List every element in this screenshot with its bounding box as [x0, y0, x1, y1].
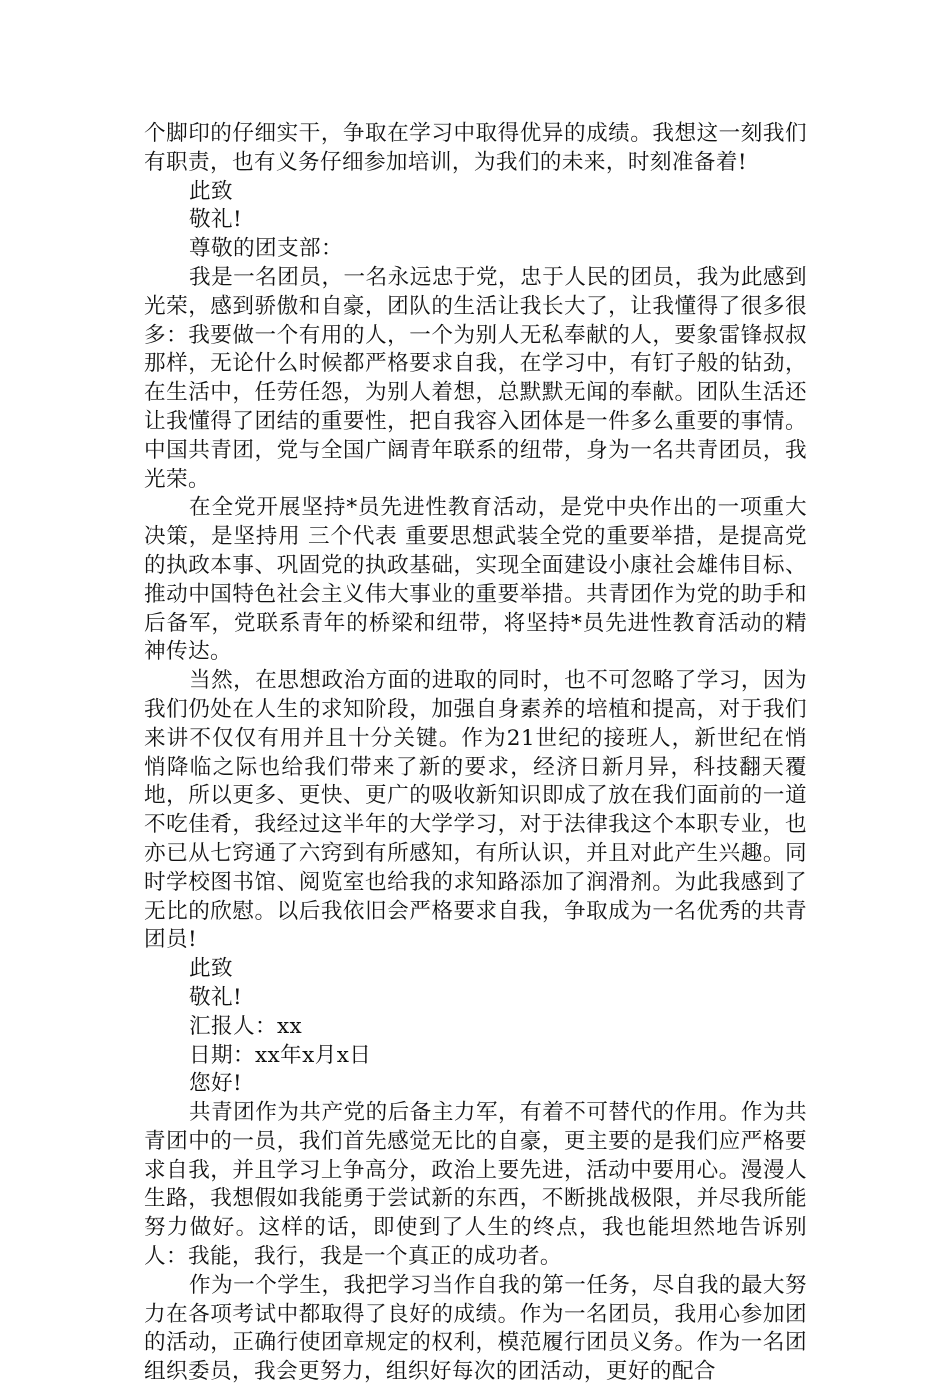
- paragraph-greeting: 您好!: [189, 1071, 243, 1097]
- paragraph-5: 在全党开展坚持*员先进性教育活动，是党中央作出的一项重大决策，是坚持用 三个代表 重要思想武装全党的重要举措，是提高党的执政本事、巩固党的执政基础，实现全面建设小康社会雄伟目标、推动中国特色社会主义伟大事业的重要举措。共青团作为党的助手和后备军，党联系青年的桥梁和纽带，将坚持*员先进性教育活动的精神传达。: [144, 495, 807, 665]
- paragraph-12: 共青团作为共产党的后备主力军，有着不可替代的作用。作为共青团中的一员，我们首先感觉无比的自豪，更主要的是我们应严格要求自我，并且学习上争高分，政治上要先进，活动中要用心。漫漫人生路，我想假如我能勇于尝试新的东西，不断挑战极限，并尽我所能努力做好。这样的话，即使到了人生的终点，我也能坦然地告诉别人：我能，我行，我是一个真正的成功者。: [144, 1100, 807, 1270]
- paragraph-closing-1: 此致: [189, 178, 233, 204]
- paragraph-13: 作为一个学生，我把学习当作自我的第一任务，尽自我的最大努力在各项考试中都取得了良好的成绩。作为一名团员，我用心参加团的活动，正确行使团章规定的权利，模范履行团员义务。作为一名团组织委员，我会更努力，组织好每次的团活动，更好的配合: [144, 1272, 807, 1385]
- paragraph-salute-2: 敬礼!: [189, 984, 243, 1010]
- paragraph-closing-2: 此致: [189, 956, 233, 982]
- paragraph-date: 日期：xx年x月x日: [189, 1042, 372, 1068]
- paragraph-salutation: 尊敬的团支部：: [189, 236, 343, 262]
- document-page: [144, 120, 807, 1387]
- paragraph-4: 我是一名团员，一名永远忠于党，忠于人民的团员，我为此感到光荣，感到骄傲和自豪，团队的生活让我长大了，让我懂得了很多很多：我要做一个有用的人，一个为别人无私奉献的人，要象雷锋叔叔那样，无论什么时候都严格要求自我，在学习中，有钉子般的钻劲，在生活中，任劳任怨，为别人着想，总默默无闻的奉献。团队生活还让我懂得了团结的重要性，把自我容入团体是一件多么重要的事情。中国共青团，党与全国广阔青年联系的纽带，身为一名共青团员，我光荣。: [144, 264, 807, 492]
- paragraph-salute-1: 敬礼!: [189, 207, 243, 233]
- paragraph-reporter: 汇报人：xx: [189, 1013, 303, 1039]
- paragraph-6: 当然，在思想政治方面的进取的同时，也不可忽略了学习，因为我们仍处在人生的求知阶段，加强自身素养的培植和提高，对于我们来讲不仅仅有用并且十分关键。作为21世纪的接班人，新世纪在悄悄降临之际也给我们带来了新的要求，经济日新月异，科技翻天覆地，所以更多、更快、更广的吸收新知识即成了放在我们面前的一道不吃佳肴，我经过这半年的大学学习，对于法律我这个本职专业，也亦已从七窍通了六窍到有所感知，有所认识，并且对此产生兴趣。同时学校图书馆、阅览室也给我的求知路添加了润滑剂。为此我感到了无比的欣慰。以后我依旧会严格要求自我，争取成为一名优秀的共青团员!: [144, 668, 807, 953]
- paragraph-0: 个脚印的仔细实干，争取在学习中取得优异的成绩。我想这一刻我们有职责，也有义务仔细参加培训，为我们的未来，时刻准备着!: [144, 121, 807, 175]
